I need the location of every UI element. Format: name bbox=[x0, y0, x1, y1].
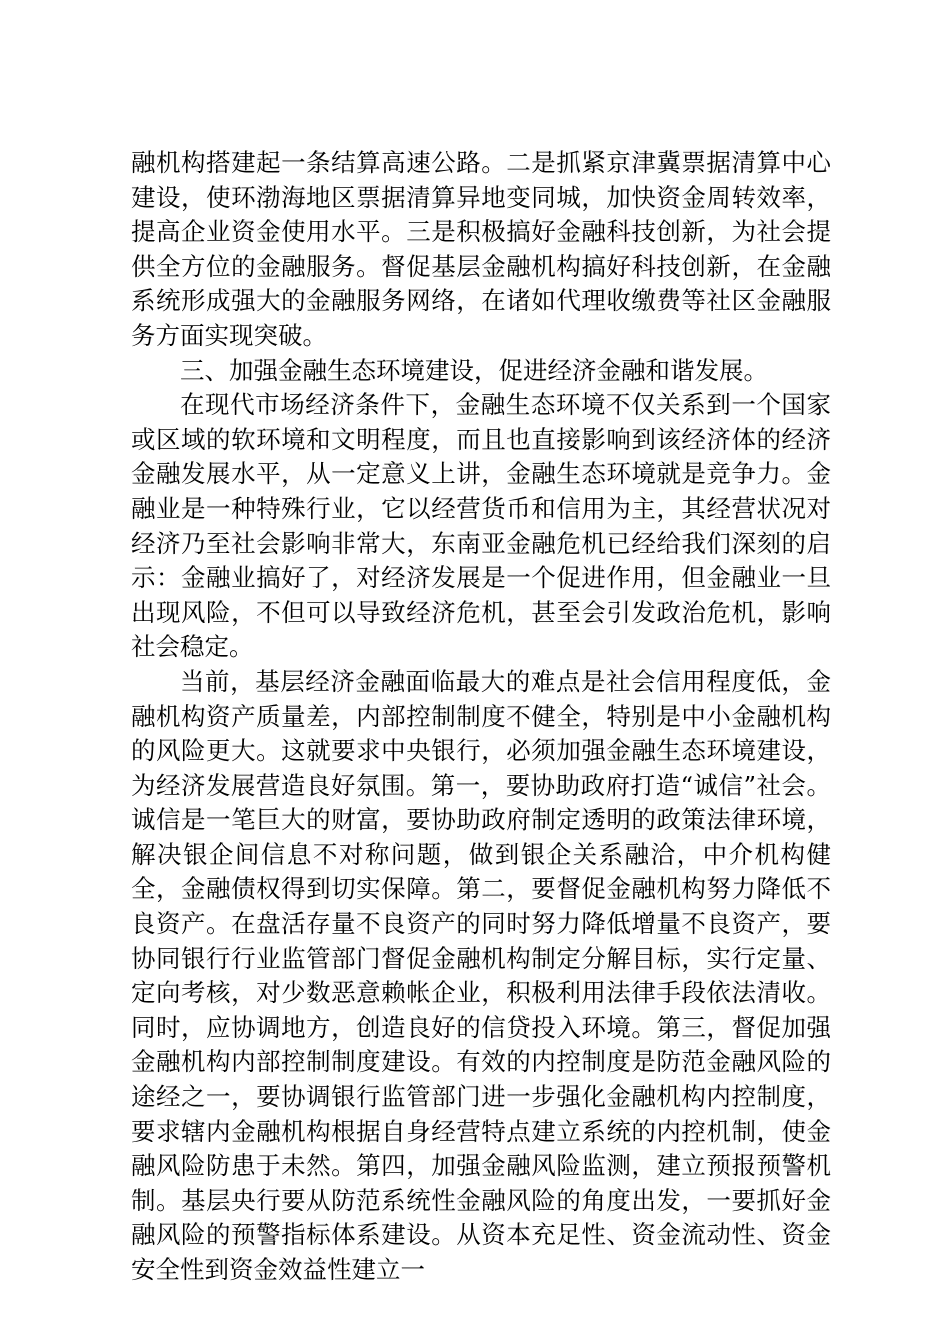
document-page bbox=[131, 146, 831, 1288]
paragraph-financial-environment: 在现代市场经济条件下，金融生态环境不仅关系到一个国家或区域的软环境和文明程度，而且也直接影响到该经济体的经济金融发展水平，从一定意义上讲，金融生态环境就是竞争力。金融业是一种特殊行业，它以经营货币和信用为主，其经营状况对经济乃至社会影响非常大，东南亚金融危机已经给我们深刻的启示：金融业搞好了，对经济发展是一个促进作用，但金融业一旦出现风险，不但可以导致经济危机，甚至会引发政治危机，影响社会稳定。 bbox=[131, 390, 831, 662]
paragraph-current-difficulties: 当前，基层经济金融面临最大的难点是社会信用程度低，金融机构资产质量差，内部控制制度不健全，特别是中小金融机构的风险更大。这就要求中央银行，必须加强金融生态环境建设，为经济发展营造良好氛围。第一，要协助政府打造“诚信”社会。诚信是一笔巨大的财富，要协助政府制定透明的政策法律环境，解决银企间信息不对称问题，做到银企关系融洽，中介机构健全，金融债权得到切实保障。第二，要督促金融机构努力降低不良资产。在盘活存量不良资产的同时努力降低增量不良资产，要协同银行行业监管部门督促金融机构制定分解目标，实行定量、定向考核，对少数恶意赖帐企业，积极利用法律手段依法清收。同时，应协调地方，创造良好的信贷投入环境。第三，督促加强金融机构内部控制制度建设。有效的内控制度是防范金融风险的途经之一，要协调银行监管部门进一步强化金融机构内控制度，要求辖内金融机构根据自身经营特点建立系统的内控机制，使金融风险防患于未然。第四，加强金融风险监测，建立预报预警机制。基层央行要从防范系统性金融风险的角度出发，一要抓好金融风险的预警指标体系建设。从资本充足性、资金流动性、资金安全性到资金效益性建立一 bbox=[131, 666, 831, 1284]
paragraph-continuation: 融机构搭建起一条结算高速公路。二是抓紧京津冀票据清算中心建设，使环渤海地区票据清算异地变同城，加快资金周转效率，提高企业资金使用水平。三是积极搞好金融科技创新，为社会提供全方位的金融服务。督促基层金融机构搞好科技创新，在金融系统形成强大的金融服务网络，在诸如代理收缴费等社区金融服务方面实现突破。 bbox=[131, 148, 831, 350]
section-heading: 三、加强金融生态环境建设，促进经济金融和谐发展。 bbox=[180, 355, 768, 385]
